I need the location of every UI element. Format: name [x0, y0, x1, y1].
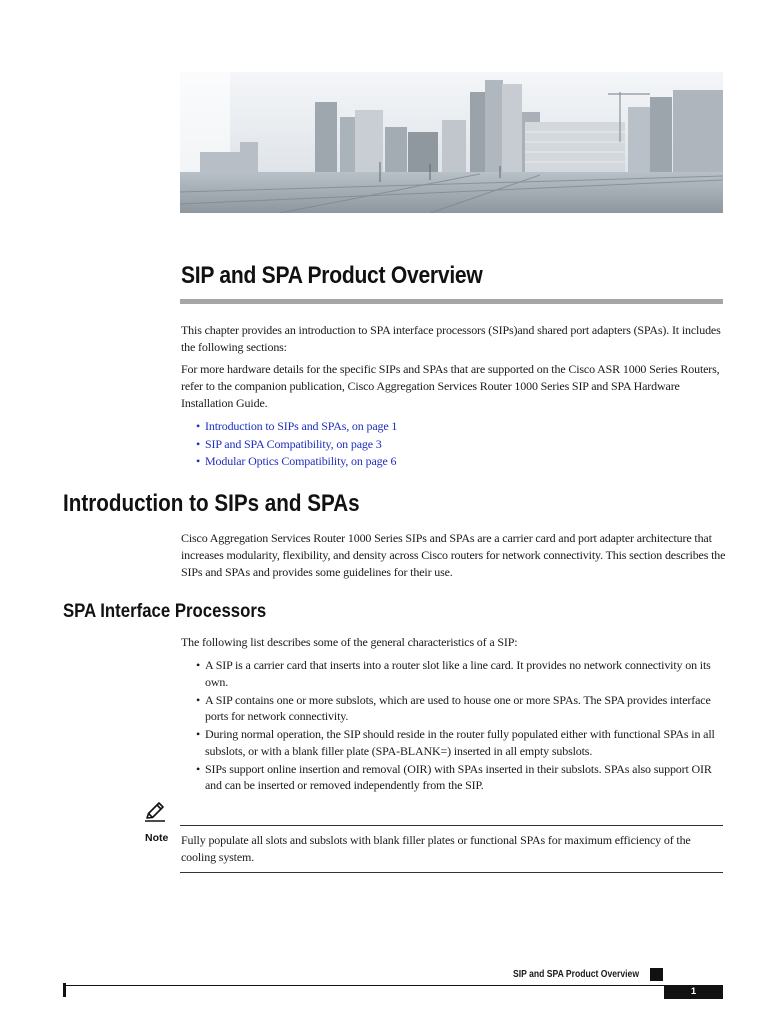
note-divider-top — [180, 825, 723, 826]
link-introduction[interactable]: • Introduction to SIPs and SPAs, on page 1 — [196, 418, 726, 435]
section-heading-spa-interface-processors: SPA Interface Processors — [63, 600, 267, 622]
chapter-banner-image — [180, 72, 723, 213]
list-item: • A SIP contains one or more subslots, which are used to house one or more SPAs. The SPA provides interface ports for network connectivity. — [196, 692, 726, 725]
pencil-note-icon — [143, 800, 167, 824]
page-number: 1 — [690, 986, 697, 997]
list-item: • During normal operation, the SIP should reside in the router fully populated either with functional SPAs in all subslots, or with a blank filler plate (SPA-BLANK=) inserted in all empty subslots. — [196, 726, 726, 759]
introduction-paragraph: Cisco Aggregation Services Router 1000 Series SIPs and SPAs are a carrier card and port adapter architecture that increases modularity, flexibility, and density across Cisco routers for network connectivity. This section describes the SIPs and SPAs and provides some guidelines for their use. — [181, 531, 726, 579]
footer-chapter-title: SIP and SPA Product Overview — [513, 969, 640, 980]
footer-rule — [63, 985, 723, 986]
note-text: Fully populate all slots and subslots with blank filler plates or functional SPAs for maximum efficiency of the cooling system. — [181, 833, 691, 864]
sip-lead-paragraph: The following list describes some of the general characteristics of a SIP: — [181, 635, 518, 649]
list-item: • SIPs support online insertion and removal (OIR) with SPAs inserted in their subslots. SPAs also support OIR and can be inserted or removed independently from the SIP. — [196, 761, 726, 794]
chapter-title: SIP and SPA Product Overview — [181, 262, 483, 289]
footer-marker-block — [650, 968, 663, 981]
list-item: • A SIP is a carrier card that inserts into a router slot like a line card. It provides no network connectivity on its own. — [196, 657, 726, 690]
title-rule — [180, 299, 723, 304]
link-modular-optics[interactable]: • Modular Optics Compatibility, on page 6 — [196, 453, 726, 470]
note-label: Note — [145, 832, 169, 844]
intro-paragraph: This chapter provides an introduction to SPA interface processors (SIPs)and shared port adapters (SPAs). It includes the following sections: — [181, 323, 721, 354]
hardware-details-paragraph: For more hardware details for the specific SIPs and SPAs that are supported on the Cisco ASR 1000 Series Routers, refer to the companion publication, Cisco Aggregation Services Router 1000 Series SIP and SPA Hardware Installation Guide. — [181, 362, 720, 410]
link-compatibility[interactable]: • SIP and SPA Compatibility, on page 3 — [196, 436, 726, 453]
section-links-list — [196, 418, 726, 471]
section-heading-introduction: Introduction to SIPs and SPAs — [63, 490, 360, 517]
sip-characteristics-list — [196, 657, 726, 795]
note-divider-bottom — [180, 872, 723, 873]
footer-left-mark — [63, 983, 66, 997]
